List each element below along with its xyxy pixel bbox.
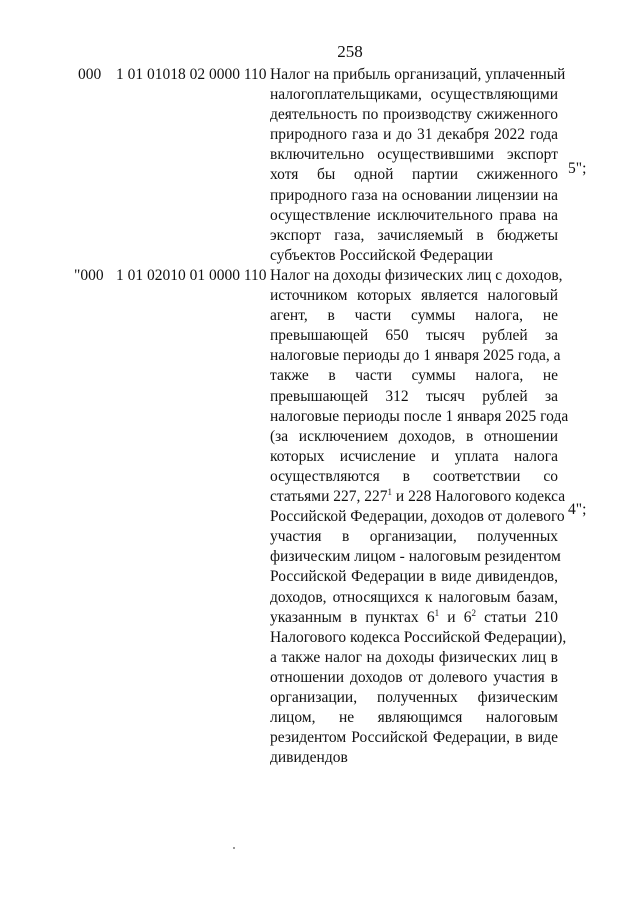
description-line: налоговые периоды до 1 января 2025 года, а — [270, 347, 561, 365]
norm-value: 5"; — [568, 160, 587, 177]
description-line: Налог на доходы физических лиц с доходов, — [270, 267, 563, 284]
admin-code: "000 — [74, 267, 104, 284]
description-line: природного газа на основании лицензии на — [270, 186, 558, 204]
superscript: 1 — [434, 607, 440, 618]
superscript: 1 — [387, 487, 393, 498]
description-text: указанным в пунктах 6 — [270, 608, 435, 626]
description-text: и 6 — [439, 608, 472, 626]
description-line: налоговые периоды после 1 января 2025 года — [270, 407, 569, 425]
norm-value: 4"; — [568, 501, 587, 518]
description-line: участия в организации, полученных — [270, 528, 558, 546]
description-line: осуществление исключительного права на — [270, 206, 558, 224]
description-line: лицом, не являющимся налоговым — [270, 709, 558, 727]
description-line: Налог на прибыль организаций, уплаченный — [270, 66, 566, 83]
description-line: а также налог на доходы физических лиц в — [270, 648, 558, 666]
kbk-code: 1 01 02010 01 0000 110 — [116, 267, 267, 284]
description-line: налогоплательщиками, осуществляющими — [270, 86, 558, 104]
description-line: доходов, относящихся к налоговым базам, — [270, 588, 558, 606]
description-text: статьями 227, 227 — [270, 488, 388, 506]
description-line: природного газа и до 31 декабря 2022 года — [270, 126, 558, 144]
description-line: Российской Федерации в виде дивидендов, — [270, 568, 558, 586]
description-line: включительно осуществившими экспорт — [270, 146, 558, 164]
description-line: агент, в части суммы налога, не — [270, 307, 558, 325]
description-text: и 228 Налогового кодекса — [392, 488, 566, 506]
description-line: также в части суммы налога, не — [270, 367, 558, 385]
admin-code: 000 — [78, 66, 102, 83]
description-line: субъектов Российской Федерации — [270, 246, 493, 264]
description-line: Российской Федерации, доходов от долевого — [270, 508, 565, 526]
superscript: 2 — [471, 607, 476, 618]
row-description — [270, 266, 569, 768]
description-line: (за исключением доходов, в отношении — [270, 427, 558, 445]
description-line: отношении доходов от долевого участия в — [270, 668, 558, 686]
description-line: экспорт газа, зачисляемый в бюджеты — [270, 226, 558, 244]
description-line: превышающей 650 тысяч рублей за — [270, 327, 558, 345]
scan-speck — [233, 847, 235, 849]
description-line: превышающей 312 тысяч рублей за — [270, 387, 558, 405]
description-line: деятельность по производству сжиженного — [270, 106, 558, 124]
description-line — [270, 487, 566, 507]
description-line: осуществляются в соответствии со — [270, 467, 558, 485]
description-line: физическим лицом - налоговым резидентом — [270, 548, 561, 566]
description-line: источником которых является налоговый — [270, 287, 558, 305]
description-line: организации, полученных физическим — [270, 688, 558, 706]
row-description — [270, 65, 566, 266]
kbk-code: 1 01 01018 02 0000 110 — [116, 66, 267, 83]
description-line — [270, 608, 558, 628]
description-line: хотя бы одной партии сжиженного — [270, 166, 558, 184]
description-line: дивидендов — [270, 749, 348, 767]
description-line: резидентом Российской Федерации, в виде — [270, 729, 558, 747]
page-number: 258 — [337, 42, 363, 61]
description-line: которых исчисление и уплата налога — [270, 447, 558, 465]
description-line: Налогового кодекса Российской Федерации), — [270, 628, 567, 646]
description-text: статьи 210 — [475, 608, 559, 626]
